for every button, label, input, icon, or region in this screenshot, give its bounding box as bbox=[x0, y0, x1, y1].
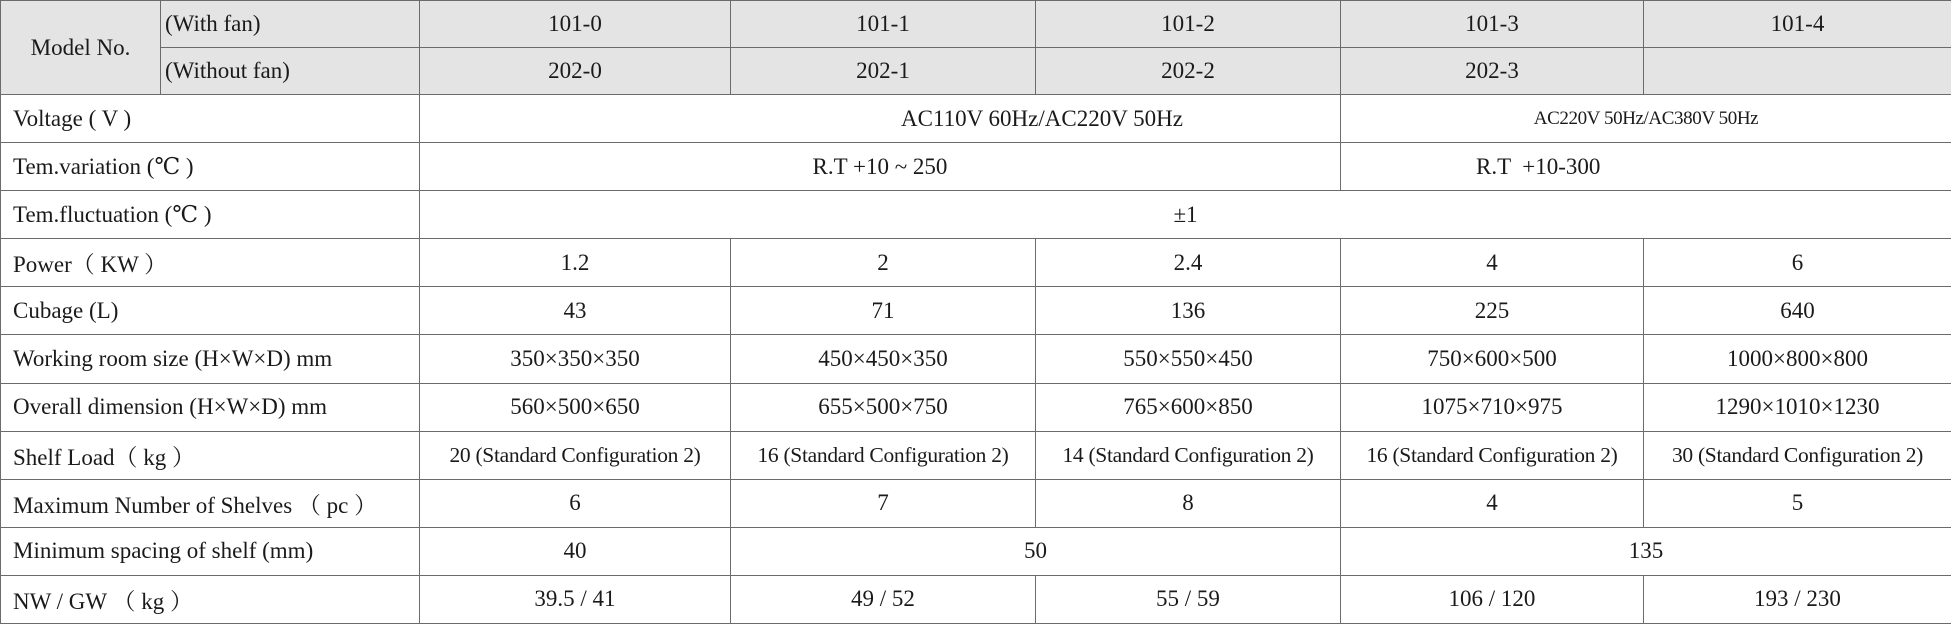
power-cell: 2.4 bbox=[1036, 239, 1341, 287]
row-tem-fluctuation bbox=[1, 191, 1951, 239]
without-fan-model bbox=[1644, 48, 1951, 95]
row-label: Power（ KW ） bbox=[1, 239, 420, 287]
row-tem-variation bbox=[1, 143, 1951, 191]
max-shelves-cell: 6 bbox=[420, 479, 731, 527]
shelf-load-cell: 30 (Standard Configuration 2) bbox=[1644, 431, 1951, 479]
max-shelves-cell: 7 bbox=[731, 479, 1036, 527]
nw-gw-cell: 39.5 / 41 bbox=[420, 575, 731, 623]
overall-dimension-cell: 1290×1010×1230 bbox=[1644, 383, 1951, 431]
without-fan-model: 202-2 bbox=[1036, 48, 1341, 95]
power-cell: 2 bbox=[731, 239, 1036, 287]
working-room-cell: 550×550×450 bbox=[1036, 335, 1341, 383]
power-cell: 4 bbox=[1341, 239, 1644, 287]
min-spacing-cell: 50 bbox=[731, 527, 1341, 575]
shelf-load-cell: 20 (Standard Configuration 2) bbox=[420, 431, 731, 479]
overall-dimension-cell: 1075×710×975 bbox=[1341, 383, 1644, 431]
nw-gw-cell: 106 / 120 bbox=[1341, 575, 1644, 623]
row-label: Shelf Load（ kg ） bbox=[1, 431, 420, 479]
row-label: Tem.fluctuation (℃ ) bbox=[1, 191, 420, 239]
nw-gw-cell: 55 / 59 bbox=[1036, 575, 1341, 623]
row-overall-dimension bbox=[1, 383, 1951, 431]
cubage-cell: 43 bbox=[420, 287, 731, 335]
without-fan-label: (Without fan) bbox=[161, 48, 420, 95]
tem-variation-value-b: R.T +10-300 bbox=[1341, 143, 1951, 191]
row-nw-gw bbox=[1, 575, 1951, 623]
cubage-cell: 225 bbox=[1341, 287, 1644, 335]
with-fan-model: 101-2 bbox=[1036, 1, 1341, 48]
row-shelf-load bbox=[1, 431, 1951, 479]
without-fan-model: 202-0 bbox=[420, 48, 731, 95]
max-shelves-cell: 4 bbox=[1341, 479, 1644, 527]
row-cubage bbox=[1, 287, 1951, 335]
row-label: Cubage (L) bbox=[1, 287, 420, 335]
without-fan-model: 202-1 bbox=[731, 48, 1036, 95]
row-label: Voltage ( V ) bbox=[1, 95, 420, 143]
overall-dimension-cell: 655×500×750 bbox=[731, 383, 1036, 431]
row-working-room-size bbox=[1, 335, 1951, 383]
row-label: Maximum Number of Shelves （ pc ） bbox=[1, 479, 420, 527]
power-cell: 6 bbox=[1644, 239, 1951, 287]
row-max-shelves bbox=[1, 479, 1951, 527]
min-spacing-cell: 135 bbox=[1341, 527, 1951, 575]
max-shelves-cell: 8 bbox=[1036, 479, 1341, 527]
tem-variation-value-a: R.T +10 ~ 250 bbox=[420, 143, 1341, 191]
cubage-cell: 71 bbox=[731, 287, 1036, 335]
overall-dimension-cell: 765×600×850 bbox=[1036, 383, 1341, 431]
power-cell: 1.2 bbox=[420, 239, 731, 287]
row-voltage bbox=[1, 95, 1951, 143]
voltage-value-a: AC110V 60Hz/AC220V 50Hz bbox=[420, 95, 1341, 143]
row-min-spacing bbox=[1, 527, 1951, 575]
with-fan-model: 101-1 bbox=[731, 1, 1036, 48]
row-label: Minimum spacing of shelf (mm) bbox=[1, 527, 420, 575]
with-fan-model: 101-0 bbox=[420, 1, 731, 48]
cubage-cell: 136 bbox=[1036, 287, 1341, 335]
with-fan-model: 101-3 bbox=[1341, 1, 1644, 48]
nw-gw-cell: 193 / 230 bbox=[1644, 575, 1951, 623]
working-room-cell: 750×600×500 bbox=[1341, 335, 1644, 383]
tem-fluctuation-value: ±1 bbox=[420, 191, 1951, 239]
working-room-cell: 1000×800×800 bbox=[1644, 335, 1951, 383]
max-shelves-cell: 5 bbox=[1644, 479, 1951, 527]
row-label: Working room size (H×W×D) mm bbox=[1, 335, 420, 383]
shelf-load-cell: 16 (Standard Configuration 2) bbox=[731, 431, 1036, 479]
shelf-load-cell: 14 (Standard Configuration 2) bbox=[1036, 431, 1341, 479]
header-row-without-fan bbox=[1, 48, 1951, 95]
model-no-label: Model No. bbox=[1, 1, 161, 95]
nw-gw-cell: 49 / 52 bbox=[731, 575, 1036, 623]
without-fan-model: 202-3 bbox=[1341, 48, 1644, 95]
min-spacing-cell: 40 bbox=[420, 527, 731, 575]
row-label: NW / GW （ kg ） bbox=[1, 575, 420, 623]
row-power bbox=[1, 239, 1951, 287]
header-row-with-fan bbox=[1, 1, 1951, 48]
row-label: Overall dimension (H×W×D) mm bbox=[1, 383, 420, 431]
shelf-load-cell: 16 (Standard Configuration 2) bbox=[1341, 431, 1644, 479]
working-room-cell: 350×350×350 bbox=[420, 335, 731, 383]
working-room-cell: 450×450×350 bbox=[731, 335, 1036, 383]
cubage-cell: 640 bbox=[1644, 287, 1951, 335]
overall-dimension-cell: 560×500×650 bbox=[420, 383, 731, 431]
with-fan-model: 101-4 bbox=[1644, 1, 1951, 48]
row-label: Tem.variation (℃ ) bbox=[1, 143, 420, 191]
voltage-value-b: AC220V 50Hz/AC380V 50Hz bbox=[1341, 95, 1951, 143]
with-fan-label: (With fan) bbox=[161, 1, 420, 48]
